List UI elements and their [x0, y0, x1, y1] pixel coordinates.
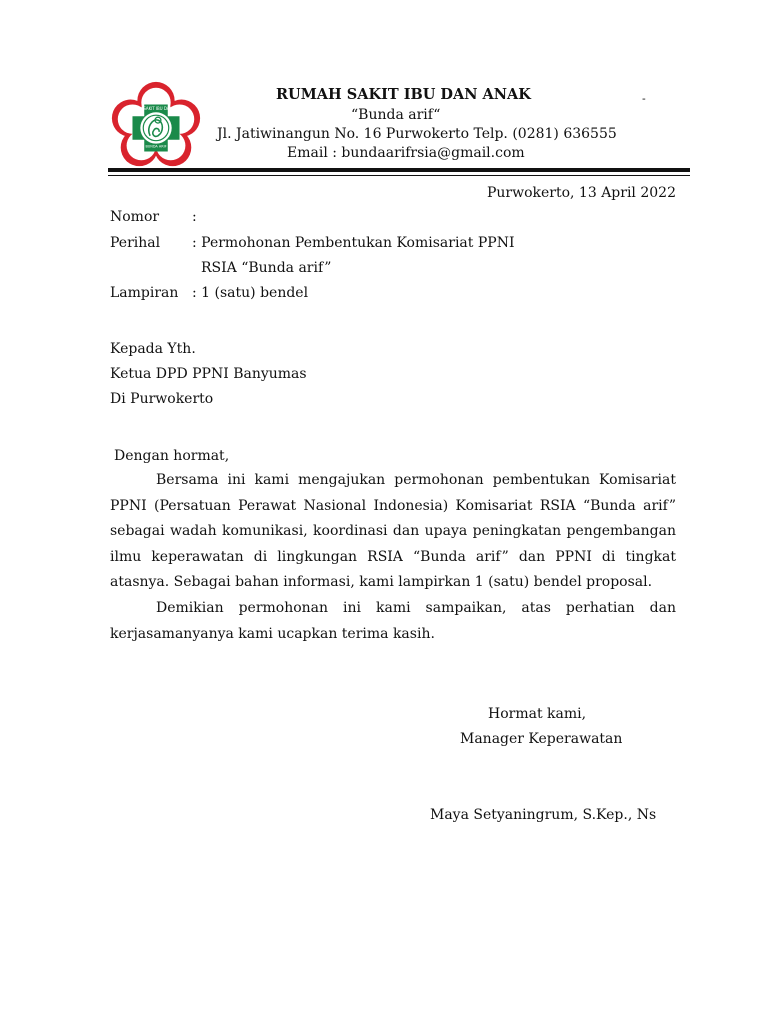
hospital-email: Email : bundaarifrsia@gmail.com [287, 145, 525, 161]
signer-name: Maya Setyaningrum, S.Kep., Ns [430, 807, 657, 823]
perihal-label: Perihal [110, 235, 161, 251]
greeting: Dengan hormat, [114, 448, 230, 464]
logo-ring-text: RUMAH SAKIT IBU DAN ANAK [127, 105, 185, 111]
closing-title: Manager Keperawatan [460, 731, 623, 747]
letterhead-divider [108, 168, 690, 172]
letterhead-divider-thin [108, 175, 690, 176]
perihal-value-cont: RSIA “Bunda arif” [201, 260, 332, 276]
recipient-line2: Ketua DPD PPNI Banyumas [110, 366, 307, 382]
hospital-subtitle: “Bunda arif“ [351, 107, 441, 123]
body-paragraph-2: Demikian permohonan ini kami sampaikan, atas perhatian dan kerjasamanyanya kami ucapkan terima kasih. [110, 600, 676, 642]
perihal-value: : Permohonan Pembentukan Komisariat PPNI [192, 235, 515, 251]
hospital-address: Jl. Jatiwinangun No. 16 Purwokerto Telp. (0281) 636555 [217, 126, 617, 142]
hospital-name: RUMAH SAKIT IBU DAN ANAK [276, 86, 531, 103]
logo-bottom-text: BUNDA ARIF [145, 144, 167, 149]
body-paragraph-1: Bersama ini kami mengajukan permohonan pembentukan Komisariat PPNI (Persatuan Perawat Nasional Indonesia) Komisariat RSIA “Bunda arif” sebagai wadah komunikasi, koordinasi dan upaya peningkatan pengembangan ilmu keperawatan di lingkungan RSIA “Bunda arif” dan PPNI di tingkat atasnya. Sebagai bahan informasi, kami lampirkan 1 (satu) bendel proposal. [110, 472, 676, 591]
closing-greeting: Hormat kami, [488, 706, 587, 722]
stray-mark: - [642, 92, 646, 105]
letter-date: Purwokerto, 13 April 2022 [486, 185, 676, 201]
nomor-label: Nomor [110, 209, 160, 225]
hospital-logo [106, 77, 206, 175]
recipient-line3: Di Purwokerto [110, 391, 214, 407]
nomor-value: : [192, 209, 197, 225]
lampiran-value: : 1 (satu) bendel [192, 285, 309, 301]
lampiran-label: Lampiran [110, 285, 179, 301]
recipient-line1: Kepada Yth. [110, 341, 196, 357]
